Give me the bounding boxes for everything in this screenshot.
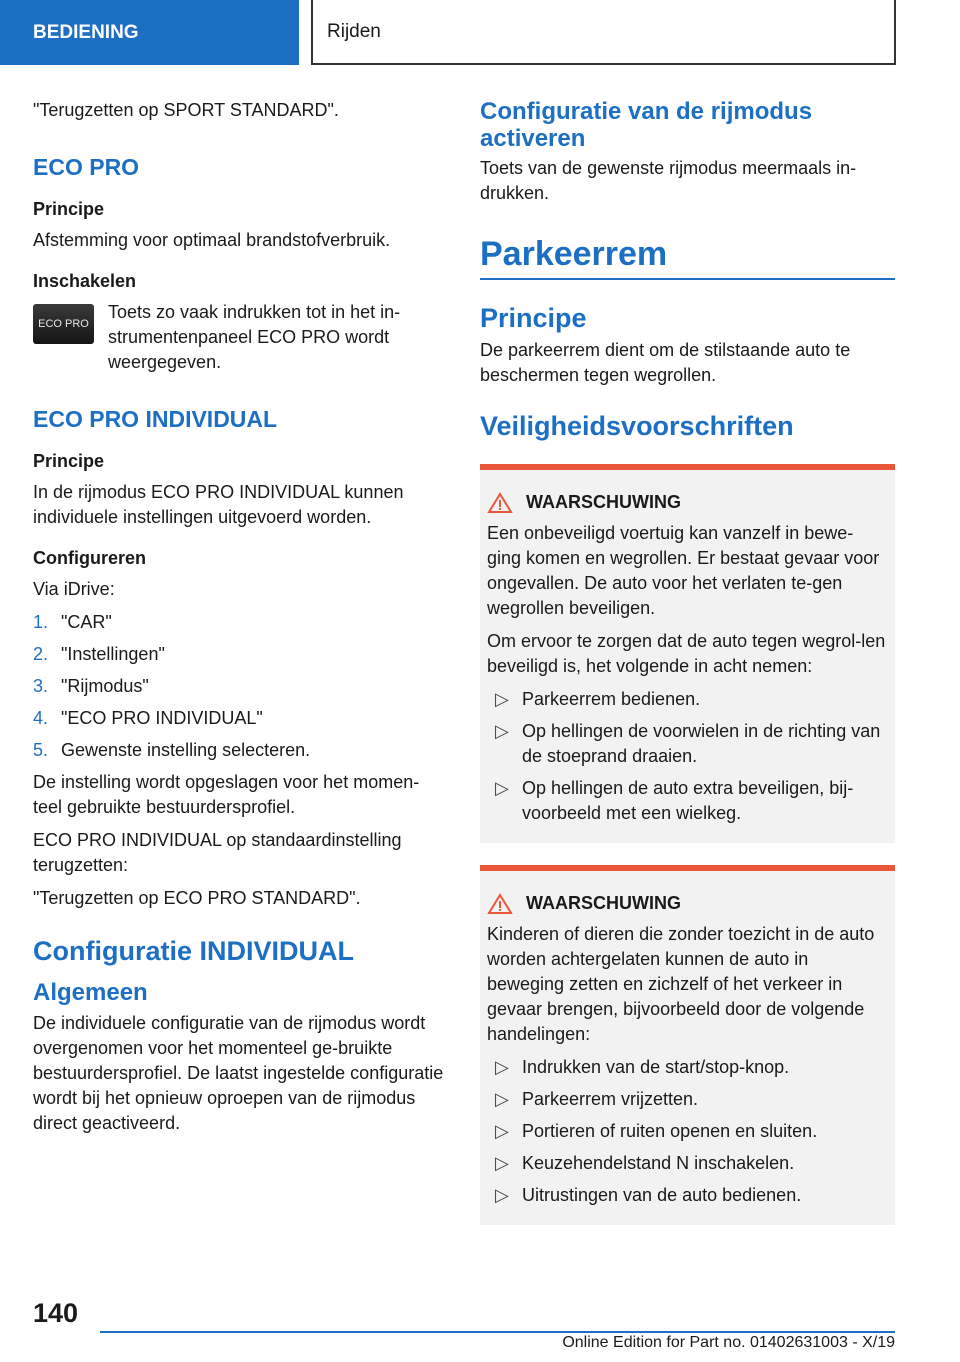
- list-item: [33, 674, 445, 699]
- bullet-text: Keuzehendelstand N inschakelen.: [522, 1153, 795, 1173]
- list-item: [33, 642, 445, 667]
- list-item: [487, 1087, 887, 1112]
- activate-text: Toets van de gewenste rijmodus meermaals in-drukken.: [480, 158, 857, 203]
- list-item: [487, 1183, 887, 1208]
- list-item: [487, 776, 887, 826]
- bullet-text: Parkeerrem bedienen.: [522, 689, 701, 709]
- warning-text: Om ervoor te zorgen dat de auto tegen wegrol-len beveiligd is, het volgende in acht nemen:: [487, 631, 886, 676]
- parkeerrem-heading: Parkeerrem: [480, 234, 895, 280]
- step-text: Gewenste instelling selecteren.: [61, 740, 311, 760]
- bullet-triangle-icon: ▷: [495, 721, 509, 741]
- eco-pro-inschakelen-text: Toets zo vaak indrukken tot in het in-strumentenpaneel ECO PRO wordt weergegeven.: [108, 302, 401, 372]
- eco-pro-button-icon: [33, 304, 94, 344]
- section-tab[interactable]: [0, 0, 299, 65]
- bullet-text: Op hellingen de voorwielen in de richting van de stoeprand draaien.: [522, 721, 881, 766]
- via-idrive-text: Via iDrive:: [33, 579, 115, 599]
- list-item: [33, 738, 445, 763]
- section-label: BEDIENING: [33, 21, 139, 43]
- footer-divider: [100, 1331, 895, 1333]
- right-column: [480, 98, 895, 1225]
- chapter-label: Rijden: [327, 20, 381, 42]
- warning-box: [480, 464, 895, 843]
- profile-save-text: De instelling wordt opgeslagen voor het momen-teel gebruikte bestuurdersprofiel.: [33, 772, 420, 817]
- eco-pro-principe-label: Principe: [33, 199, 105, 219]
- list-item: [487, 1151, 887, 1176]
- left-column: [33, 98, 445, 1144]
- warning-label: WAARSCHUWING: [526, 492, 681, 512]
- list-item: [487, 1119, 887, 1144]
- bullet-triangle-icon: ▷: [495, 1185, 509, 1205]
- bullet-triangle-icon: ▷: [495, 1057, 509, 1077]
- step-number: 1.: [33, 612, 49, 632]
- algemeen-heading: Algemeen: [33, 979, 148, 1006]
- step-text: "Instellingen": [61, 644, 165, 664]
- eco-pro-inschakelen-label: Inschakelen: [33, 271, 137, 291]
- warning-text: Een onbeveiligd voertuig kan vanzelf in bewe-ging komen en wegrollen. Er bestaat gevaar voor ongevallen. De auto voor het verlaten te-gen wegrollen beveiligen.: [487, 523, 880, 618]
- configure-steps: [33, 610, 445, 763]
- warning-triangle-icon: [487, 893, 513, 915]
- chapter-tab[interactable]: [311, 0, 896, 65]
- individual-principe-text: In de rijmodus ECO PRO INDIVIDUAL kunnen individuele instellingen uitgevoerd worden.: [33, 482, 404, 527]
- eco-pro-individual-heading: ECO PRO INDIVIDUAL: [33, 406, 278, 432]
- eco-pro-instruction: [33, 300, 445, 375]
- warning-title: [487, 490, 887, 515]
- step-number: 2.: [33, 644, 49, 664]
- bullet-triangle-icon: ▷: [495, 778, 509, 798]
- step-number: 5.: [33, 740, 49, 760]
- eco-pro-principe-text: Afstemming voor optimaal brandstofverbruik.: [33, 230, 391, 250]
- footer-edition: Online Edition for Part no. 01402631003 - X/19: [562, 1334, 895, 1351]
- bullet-triangle-icon: ▷: [495, 1089, 509, 1109]
- warning-triangle-icon: [487, 492, 513, 514]
- eco-pro-button-label: ECO PRO: [38, 317, 89, 330]
- principe-text: De parkeerrem dient om de stilstaande auto te beschermen tegen wegrollen.: [480, 340, 851, 385]
- bullet-text: Portieren of ruiten openen en sluiten.: [522, 1121, 818, 1141]
- reset-intro-text: ECO PRO INDIVIDUAL op standaardinstelling terugzetten:: [33, 830, 402, 875]
- list-item: [33, 610, 445, 635]
- config-individual-heading: Configuratie INDIVIDUAL: [33, 936, 354, 966]
- step-text: "ECO PRO INDIVIDUAL": [61, 708, 263, 728]
- bullet-triangle-icon: ▷: [495, 689, 509, 709]
- eco-pro-heading: ECO PRO: [33, 154, 140, 180]
- step-text: "CAR": [61, 612, 112, 632]
- veiligheid-heading: Veiligheidsvoorschriften: [480, 411, 794, 441]
- list-item: [487, 719, 887, 769]
- step-text: "Rijmodus": [61, 676, 149, 696]
- bullet-text: Op hellingen de auto extra beveiligen, bij-voorbeeld met een wielkeg.: [522, 778, 854, 823]
- list-item: [487, 1055, 887, 1080]
- warning-label: WAARSCHUWING: [526, 893, 681, 913]
- bullet-triangle-icon: ▷: [495, 1121, 509, 1141]
- page-number: 140: [33, 1298, 79, 1328]
- bullet-text: Uitrustingen van de auto bedienen.: [522, 1185, 802, 1205]
- reset-option-text: "Terugzetten op ECO PRO STANDARD".: [33, 888, 361, 908]
- warning-box: [480, 865, 895, 1225]
- principe-heading: Principe: [480, 303, 587, 333]
- warning-text: Kinderen of dieren die zonder toezicht in de auto worden achtergelaten kunnen de auto in beweging zetten en zichzelf of het verkeer in gevaar brengen, bijvoorbeeld door de volgende handelingen:: [487, 924, 875, 1044]
- list-item: [487, 687, 887, 712]
- intro-text: "Terugzetten op SPORT STANDARD".: [33, 100, 339, 120]
- bullet-text: Indrukken van de start/stop-knop.: [522, 1057, 790, 1077]
- warning-title: [487, 891, 887, 916]
- bullet-text: Parkeerrem vrijzetten.: [522, 1089, 699, 1109]
- step-number: 4.: [33, 708, 49, 728]
- step-number: 3.: [33, 676, 49, 696]
- activate-heading: Configuratie van de rijmodus activeren: [480, 98, 813, 152]
- list-item: [33, 706, 445, 731]
- algemeen-text: De individuele configuratie van de rijmodus wordt overgenomen voor het momenteel ge-bruikte bestuurdersprofiel. De laatst ingestelde configuratie wordt bij het opnieuw oproepen van de rijmodus direct geactiveerd.: [33, 1013, 444, 1133]
- bullet-triangle-icon: ▷: [495, 1153, 509, 1173]
- configureren-label: Configureren: [33, 548, 147, 568]
- individual-principe-label: Principe: [33, 451, 105, 471]
